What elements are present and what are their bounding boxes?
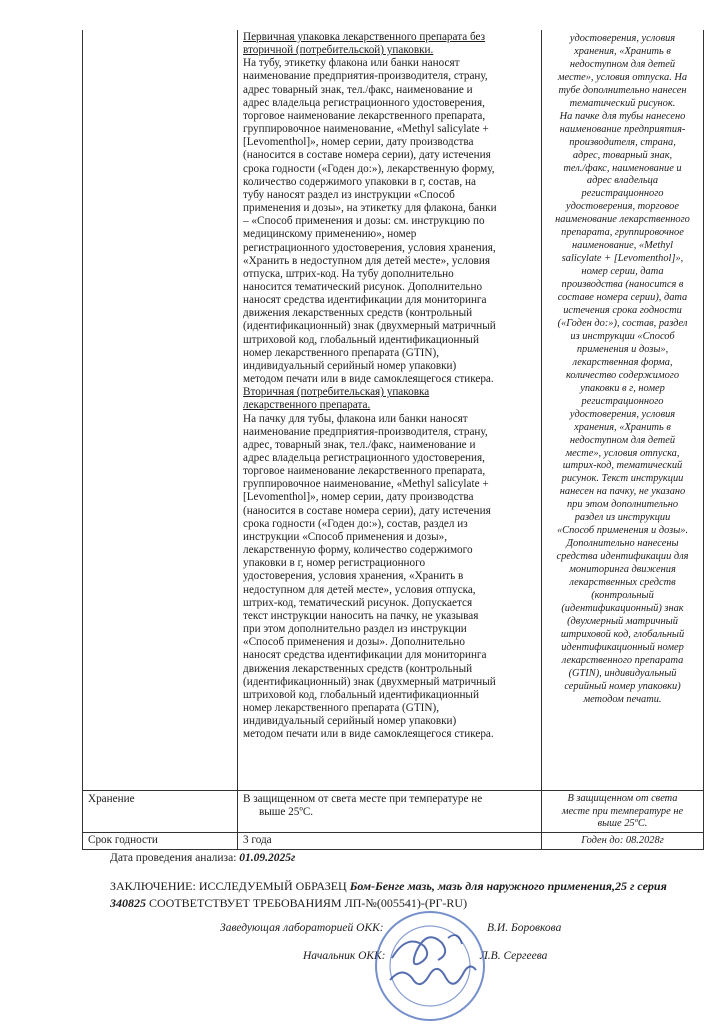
result-line: производителя, страна, [569, 136, 676, 148]
result-line: месте», условия отпуска. На [557, 71, 688, 83]
result-line: тел./факс, наименование и [563, 162, 682, 174]
result-line: тематический рисунок. [569, 97, 676, 109]
column-divider-2 [541, 30, 542, 850]
conclusion-product: Бом-Бенге мазь, мазь для наружного применения,25 г серия [349, 879, 667, 893]
chief-name: Л.В. Сергеева [480, 950, 548, 962]
text-line: наименование предприятия-производителя, страну, [243, 425, 488, 438]
text-line: На пачку для тубы, флакона или банки наносят [243, 412, 468, 425]
text-line: срока годности («Годен до:»), лекарственную форму, [243, 162, 495, 175]
storage-label: Хранение [88, 793, 135, 805]
text-line: применения и дозы», на этикетку для флакона, банки [243, 202, 497, 215]
conclusion-text: СООТВЕТСТВУЕТ ТРЕБОВАНИЯМ ЛП-№(005541)-(РГ-RU) [149, 896, 468, 910]
text-line: удостоверения, условия хранения, «Хранить в [243, 570, 464, 583]
storage-requirement [243, 793, 539, 819]
text-line: штриховой код, глобальный идентификационный [243, 688, 479, 701]
result-line: (двухмерный матричный [567, 615, 678, 627]
packaging-result-text [544, 33, 701, 707]
text-line: адрес, товарный знак, тел./факс, наименование и [243, 438, 476, 451]
text-line: методом печати или в виде самоклеящегося стикера. [243, 728, 494, 741]
primary-heading-line: Первичная упаковка лекарственного препарата без [243, 31, 486, 43]
result-line: лекарственная форма, [572, 356, 673, 368]
packaging-requirements-cell [243, 31, 539, 789]
analysis-date [110, 852, 295, 864]
result-line: хранения, «Хранить в [574, 45, 671, 57]
analysis-date-label: Дата проведения анализа: [110, 852, 237, 864]
result-line: производства (наносится в [561, 279, 684, 291]
storage-result-line-3: выше 25ºC. [597, 818, 648, 829]
result-line: упаковки в г, номер [580, 382, 665, 394]
text-line: адрес владельца регистрационного удостоверения, [243, 96, 485, 109]
primary-packaging-text [243, 57, 539, 386]
packaging-result-cell [544, 33, 701, 789]
text-line: тубу наносят раздел из инструкции «Способ [243, 188, 455, 201]
result-line: составе номера серии), дата [557, 292, 688, 304]
result-line: лекарственных средств [569, 577, 676, 589]
result-line: нанесен на пачку, не указано [559, 486, 686, 498]
text-line: [Levomenthol]», номер серии, дату производства [243, 491, 474, 504]
column-divider-1 [237, 30, 238, 850]
stamp-seal-icon [372, 908, 488, 1024]
result-line: «Способ применения и дозы». [556, 525, 689, 537]
text-line: торговое наименование лекарственного препарата, [243, 465, 486, 478]
conclusion-line-1 [110, 879, 667, 894]
result-line: недоступном для детей [569, 58, 676, 70]
row-divider-storage [82, 790, 704, 791]
result-line: удостоверения, условия [569, 408, 676, 420]
storage-requirement-line-2: выше 25ºC. [259, 806, 314, 818]
storage-result-line-1: В защищенном от света [567, 793, 678, 804]
result-line: адрес владельца [586, 175, 659, 187]
table-border-bottom [82, 849, 704, 850]
storage-requirement-line-1: В защищенном от света месте при температуре не [243, 793, 483, 805]
text-line: текст инструкции наносить на пачку, не указывая [243, 609, 479, 622]
result-line: («Годен до:»), состав, раздел [557, 317, 688, 329]
secondary-heading-line: Вторичная (потребительская) упаковка [243, 386, 430, 399]
result-line: рисунок. Текст инструкции [561, 473, 684, 485]
text-line: номер лекарственного препарата (GTIN), [243, 346, 440, 359]
result-line: применения и дозы», [576, 343, 669, 355]
text-line: упаковки в г, номер регистрационного [243, 557, 426, 570]
result-line: salicylate + [Levomenthol]», [561, 253, 684, 265]
text-line: торговое наименование лекарственного препарата, [243, 109, 486, 122]
result-line: штрих-код, тематический [562, 460, 683, 472]
text-line: методом печати или в виде самоклеящегося стикера. [243, 373, 494, 386]
chief-label: Начальник ОКК: [303, 950, 386, 962]
result-line: удостоверения, торговое [566, 201, 679, 213]
result-line: (идентификационный) знак [561, 602, 684, 614]
result-line: тубе дополнительно нанесен [558, 84, 687, 96]
text-line: (идентификационный) знак (двухмерный матричный [243, 675, 496, 688]
result-line: номер серии, дата [581, 266, 664, 278]
result-line: мониторинга движения [569, 564, 676, 576]
result-line: недоступном для детей [569, 434, 676, 446]
text-line: наименование предприятия-производителя, страну, [243, 70, 488, 83]
result-line: при этом дополнительно [566, 499, 679, 511]
primary-packaging-heading [243, 31, 539, 57]
result-line: количество содержимого [565, 369, 680, 381]
result-line: (GTIN), индивидуальный [568, 667, 677, 679]
storage-result [544, 793, 701, 831]
result-line: На пачке для тубы нанесено [559, 110, 686, 122]
text-line: (наносится в составе номера серии), дату истечения [243, 504, 491, 517]
text-line: штриховой код, глобальный идентификационный [243, 333, 479, 346]
result-line: истечения срока годности [563, 305, 682, 317]
text-line: адрес владельца регистрационного удостоверения, [243, 452, 485, 464]
result-line: наименование лекарственного [555, 214, 690, 226]
lab-head-name: В.И. Боровкова [487, 922, 562, 934]
result-line: Дополнительно нанесены [566, 538, 679, 550]
text-line: номер лекарственного препарата (GTIN), [243, 701, 440, 714]
text-line: На тубу, этикетку флакона или банки наносят [243, 57, 460, 70]
storage-result-line-2: месте при температуре не [561, 805, 684, 817]
text-line: наносят средства идентификации для мониторинга [243, 294, 487, 307]
results-table [82, 30, 704, 850]
text-line: наносится тематический рисунок. Дополнительно [243, 280, 483, 293]
text-line: медицинскому применению», номер [243, 228, 417, 241]
text-line: недоступном для детей месте», условия отпуска, [243, 583, 476, 596]
text-line: штрих-код, тематический рисунок. Допускается [243, 596, 473, 609]
secondary-packaging-heading [243, 386, 539, 412]
text-line: лекарственную форму, количество содержимого [243, 544, 473, 557]
result-line: хранения, «Хранить в [574, 421, 671, 433]
text-line: группировочное наименование, «Methyl salicylate + [243, 123, 489, 136]
analysis-date-value: 01.09.2025г [239, 852, 296, 864]
result-line: методом печати. [583, 693, 662, 705]
primary-heading-line: вторичной (потребительской) упаковки. [243, 44, 434, 57]
text-line: при этом дополнительно раздел из инструкции [243, 623, 467, 636]
table-border-left [82, 30, 83, 850]
text-line: адрес товарный знак, тел./факс, наименование и [243, 83, 473, 96]
text-line: наносят средства идентификации для мониторинга [243, 649, 487, 662]
secondary-packaging-text [243, 413, 539, 742]
result-line: наименование, «Methyl [572, 240, 673, 252]
result-line: из инструкции «Способ [570, 330, 675, 342]
result-line: наименование предприятия- [559, 123, 686, 135]
secondary-heading-line: лекарственного препарата. [243, 399, 371, 412]
row-divider-shelf-life [82, 832, 704, 833]
result-line: серийный номер упаковки) [564, 680, 681, 692]
shelf-life-requirement: 3 года [243, 834, 272, 846]
text-line: [Levomenthol]», номер серии, дату производства [243, 136, 474, 149]
result-line: раздел из инструкции [574, 512, 671, 524]
text-line: отпуска, штрих-код. На тубу дополнительно [243, 267, 454, 280]
result-line: регистрационного [581, 395, 664, 407]
result-line: средства идентификации для [556, 551, 689, 563]
text-line: количество содержимого упаковки в г, состав, на [243, 175, 476, 188]
result-line: месте», условия отпуска, [565, 447, 680, 459]
conclusion-prefix: ЗАКЛЮЧЕНИЕ: ИССЛЕДУЕМЫЙ ОБРАЗЕЦ [110, 879, 347, 893]
text-line: движения лекарственных средств (контрольный [243, 307, 473, 320]
shelf-life-result: Годен до: 08.2028г [581, 835, 664, 846]
text-line: «Способ применения и дозы». Дополнительно [243, 636, 465, 649]
text-line: индивидуальный серийный номер упаковки) [243, 359, 457, 372]
result-line: регистрационного [581, 188, 664, 200]
text-line: срока годности («Годен до:»), состав, раздел из [243, 517, 468, 530]
result-line: (контрольный [591, 589, 654, 601]
text-line: «Хранить в недоступном для детей месте», условия [243, 254, 490, 267]
shelf-life-label: Срок годности [88, 834, 158, 846]
lab-head-label: Заведующая лабораторией ОКК: [220, 922, 384, 934]
text-line: движения лекарственных средств (контрольный [243, 662, 473, 675]
result-line: удостоверения, условия [569, 33, 676, 44]
result-line: препарата, группировочное [561, 227, 684, 239]
table-border-right [703, 30, 704, 850]
result-line: лекарственного препарата [561, 654, 684, 666]
result-line: адрес, товарный знак, [572, 149, 673, 161]
text-line: индивидуальный серийный номер упаковки) [243, 715, 457, 728]
text-line: (наносится в составе номера серии), дату истечения [243, 149, 491, 162]
text-line: – «Способ применения и дозы: см. инструкцию по [243, 215, 485, 228]
text-line: инструкции «Способ применения и дозы», [243, 530, 448, 543]
text-line: (идентификационный) знак (двухмерный матричный [243, 320, 496, 333]
conclusion-batch: 340825 [110, 896, 146, 910]
text-line: регистрационного удостоверения, условия хранения, [243, 241, 496, 254]
result-line: идентификационный номер [561, 641, 684, 653]
text-line: группировочное наименование, «Methyl salicylate + [243, 478, 489, 491]
result-line: штриховой код, глобальный [560, 628, 685, 640]
